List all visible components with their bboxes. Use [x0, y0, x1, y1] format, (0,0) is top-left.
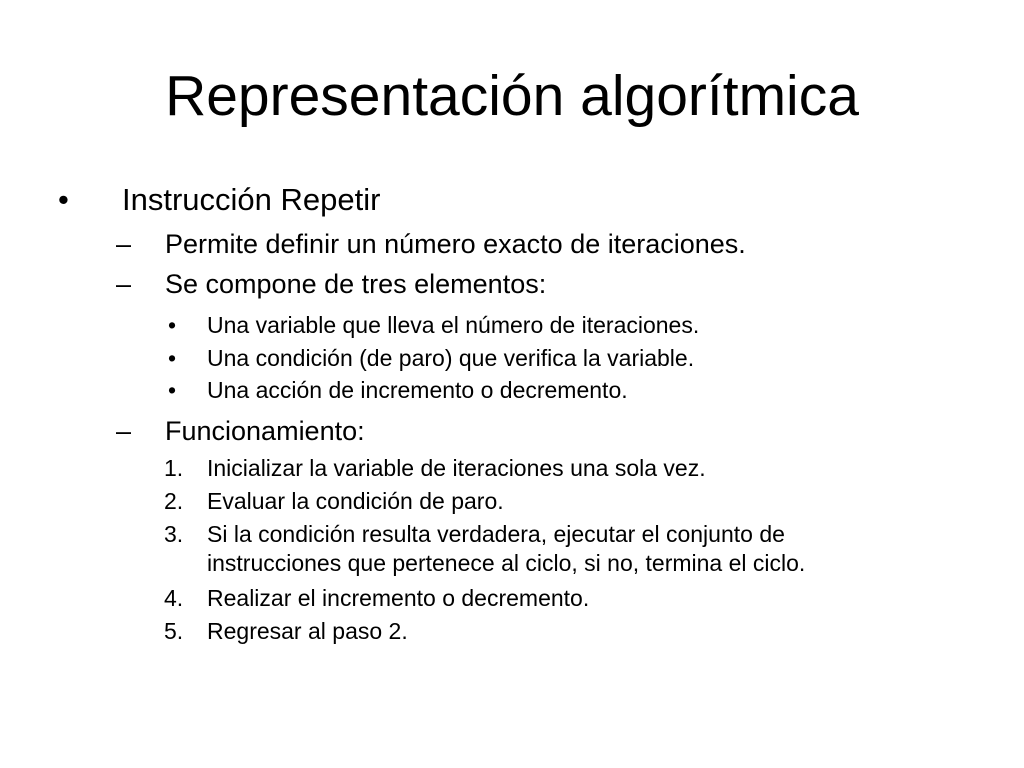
- step-text-continuation: instrucciones que pertenece al ciclo, si no, termina el ciclo.: [207, 550, 806, 576]
- numbered-step: [0, 584, 1024, 612]
- sub-sub-item: [0, 344, 1024, 372]
- sub-item-text: Permite definir un número exacto de iteraciones.: [165, 229, 746, 259]
- dash-marker: –: [116, 229, 132, 259]
- numbered-step: [0, 487, 1024, 515]
- bullet-level1: [0, 182, 1024, 218]
- numbered-step: [0, 617, 1024, 645]
- step-text: Si la condición resulta verdadera, ejecutar el conjunto de: [207, 521, 785, 547]
- bullet-dot: •: [58, 182, 69, 217]
- bullet-dot: •: [168, 345, 177, 371]
- step-number: 3.: [164, 521, 184, 547]
- numbered-step: [0, 520, 1024, 548]
- step-text: Realizar el incremento o decremento.: [207, 585, 590, 611]
- bullet-dot: •: [168, 377, 177, 403]
- step-number: 1.: [164, 455, 184, 481]
- dash-marker: –: [116, 416, 132, 446]
- sub-sub-item-text: Una variable que lleva el número de iteraciones.: [207, 312, 700, 338]
- sub-sub-item: [0, 311, 1024, 339]
- sub-sub-item-text: Una condición (de paro) que verifica la variable.: [207, 345, 695, 371]
- sub-sub-item: [0, 376, 1024, 404]
- step-text: Regresar al paso 2.: [207, 618, 408, 644]
- sub-item: [0, 415, 1024, 447]
- bullet-dot: •: [168, 312, 177, 338]
- sub-item: [0, 228, 1024, 260]
- dash-marker: –: [116, 269, 132, 299]
- step-number: 4.: [164, 585, 184, 611]
- numbered-step-continuation: [0, 549, 1024, 577]
- step-number: 2.: [164, 488, 184, 514]
- numbered-step: [0, 454, 1024, 482]
- sub-item-text: Se compone de tres elementos:: [165, 269, 547, 299]
- bullet-text: Instrucción Repetir: [122, 182, 381, 217]
- sub-item: [0, 268, 1024, 300]
- sub-sub-item-text: Una acción de incremento o decremento.: [207, 377, 628, 403]
- step-number: 5.: [164, 618, 184, 644]
- sub-item-text: Funcionamiento:: [165, 416, 365, 446]
- step-text: Inicializar la variable de iteraciones una sola vez.: [207, 455, 706, 481]
- step-text: Evaluar la condición de paro.: [207, 488, 504, 514]
- slide-title: Representación algorítmica: [165, 64, 859, 128]
